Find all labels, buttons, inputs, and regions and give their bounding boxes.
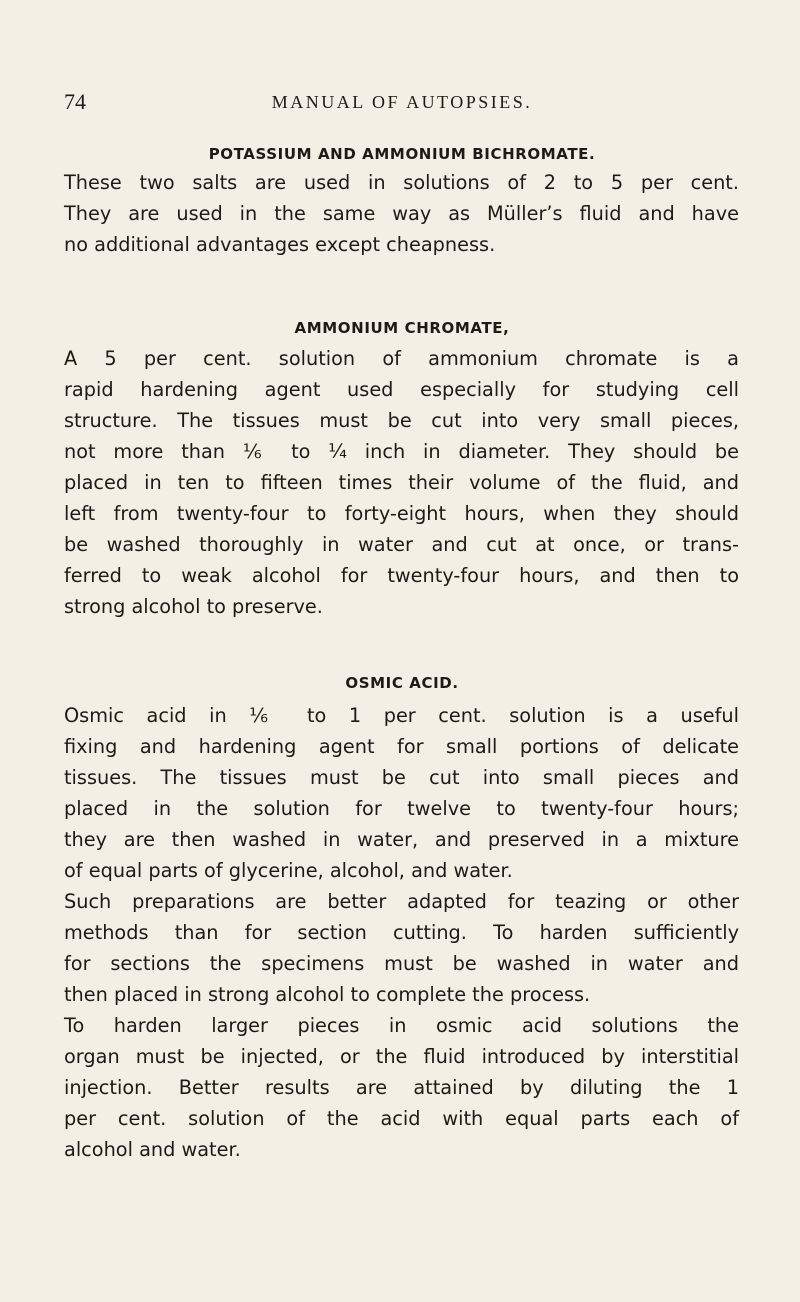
text-line: Such preparations are better adapted for teazing or other (64, 890, 739, 913)
text-line: they are then washed in water, and preserved in a mixture (64, 828, 739, 851)
section-heading-bichromate: POTASSIUM AND AMMONIUM BICHROMATE. (208, 145, 596, 163)
text-line: per cent. solution of the acid with equal parts each of (64, 1107, 739, 1130)
text-line: injection. Better results are attained by diluting the 1 (64, 1076, 739, 1099)
text-line: A 5 per cent. solution of ammonium chromate is a (64, 347, 739, 370)
text-line: rapid hardening agent used especially for studying cell (64, 378, 739, 401)
paragraph-osmic-acid (64, 700, 739, 1165)
text-line: To harden larger pieces in osmic acid solutions the (64, 1014, 739, 1037)
text-line: fixing and hardening agent for small portions of delicate (64, 735, 739, 758)
text-line: placed in ten to fifteen times their volume of the fluid, and (64, 471, 739, 494)
text-line: for sections the specimens must be washed in water and (64, 952, 739, 975)
text-line: of equal parts of glycerine, alcohol, and water. (64, 859, 513, 882)
text-line: placed in the solution for twelve to twenty-four hours; (64, 797, 739, 820)
paragraph-ammonium-chromate (64, 343, 739, 622)
section-heading-ammonium-chromate: AMMONIUM CHROMATE, (294, 319, 510, 337)
text-line: structure. The tissues must be cut into very small pieces, (64, 409, 739, 432)
page-number: 74 (64, 89, 86, 114)
text-line: methods than for section cutting. To harden sufficiently (64, 921, 739, 944)
text-line: ferred to weak alcohol for twenty-four hours, and then to (64, 564, 739, 587)
text-line: then placed in strong alcohol to complete the process. (64, 983, 591, 1006)
running-head (64, 88, 740, 116)
text-line: strong alcohol to preserve. (64, 595, 323, 618)
text-line: not more than ⅙ to ¼ inch in diameter. They should be (64, 440, 739, 463)
text-line: no additional advantages except cheapness. (64, 233, 496, 256)
text-line: alcohol and water. (64, 1138, 241, 1161)
text-line: They are used in the same way as Müller’s fluid and have (64, 202, 739, 225)
text-line: These two salts are used in solutions of 2 to 5 per cent. (64, 171, 739, 194)
section-heading-osmic-acid: OSMIC ACID. (345, 674, 459, 692)
paragraph-bichromate (64, 167, 739, 260)
text-line: be washed thoroughly in water and cut at once, or trans- (64, 533, 739, 556)
text-line: tissues. The tissues must be cut into small pieces and (64, 766, 739, 789)
running-title: MANUAL OF AUTOPSIES. (271, 92, 533, 112)
text-line: Osmic acid in ⅙ to 1 per cent. solution is a useful (64, 704, 739, 727)
text-line: organ must be injected, or the fluid introduced by interstitial (64, 1045, 739, 1068)
text-line: left from twenty-four to forty-eight hours, when they should (64, 502, 739, 525)
